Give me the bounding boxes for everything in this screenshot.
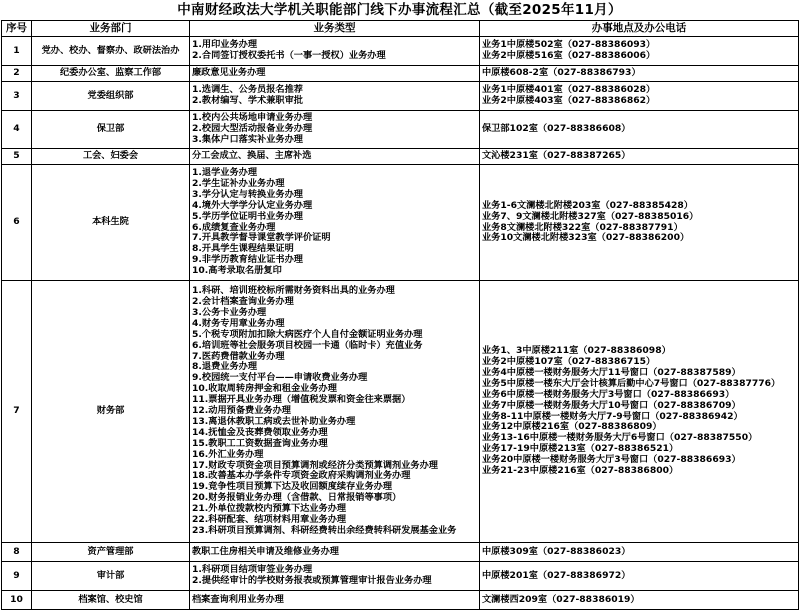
row-index: 7: [2, 281, 32, 543]
row-department: 党办、校办、督察办、政研法治办: [32, 37, 190, 66]
office-item: 业务2中原楼107室（027-88386715）: [482, 355, 656, 367]
page-title: 中南财经政法大学机关职能部门线下办事流程汇总（截至2025年11月）: [177, 2, 622, 18]
business-item: 15.教职工工资数据查询业务办理: [192, 437, 328, 449]
header-office-phone: 办事地点及办公电话: [480, 21, 799, 37]
business-item: 5.学历学位证明书业务办理: [192, 210, 303, 222]
business-item: 3.集体户口落实补业务办理: [192, 133, 303, 145]
row-business-types: [190, 562, 480, 591]
header-index: 序号: [2, 21, 32, 37]
business-item: 2.会计档案查询业务办理: [192, 295, 294, 307]
business-item: 3.公务卡业务办理: [192, 306, 267, 318]
office-item: 文澜楼西209室（027-88386019）: [482, 593, 640, 605]
row-department: 工会、妇委会: [32, 149, 190, 165]
header-row: [2, 21, 799, 37]
row-office-info: [480, 281, 799, 543]
office-item: 中原楼608-2室（027-88386793）: [482, 67, 641, 79]
business-item: 1.用印业务办理: [192, 39, 258, 51]
row-office-info: [480, 149, 799, 165]
table-row: [2, 281, 799, 543]
office-item: 业务8-11中原楼一楼财务大厅7-9号窗口（027-88386942）: [482, 410, 743, 422]
row-department: 保卫部: [32, 111, 190, 149]
process-table: [1, 20, 799, 610]
business-item: 21.外单位拨款校内预算下达业务办理: [192, 503, 347, 515]
office-item: 业务21-23中原楼216室（027-88386800）: [482, 465, 679, 477]
row-index: 3: [2, 82, 32, 111]
business-item: 廉政意见业务办理: [192, 67, 266, 79]
office-item: 业务7中原楼一楼财务服务大厅10号窗口（027-88386709）: [482, 399, 741, 411]
office-item: 业务13-16中原楼一楼财务服务大厅6号窗口（027-88387550）: [482, 432, 758, 444]
row-business-types: [190, 281, 480, 543]
row-business-types: [190, 543, 480, 562]
table-row: [2, 111, 799, 149]
business-item: 10.收取周转房押金和租金业务办理: [192, 383, 337, 395]
row-office-info: [480, 82, 799, 111]
row-office-info: [480, 165, 799, 281]
business-item: 2.校园大型活动报备业务办理: [192, 123, 313, 135]
row-index: 4: [2, 111, 32, 149]
business-item: 12.动用预备费业务办理: [192, 405, 291, 417]
business-item: 1.校内公共场地申请业务办理: [192, 112, 313, 124]
row-department: 审计部: [32, 562, 190, 591]
business-item: 分工会成立、换届、主席补选: [192, 150, 312, 162]
office-item: 业务1中原楼401室（027-88386028）: [482, 84, 656, 96]
business-item: 22.科研配套、结项材料用章业务办理: [192, 514, 347, 526]
business-item: 8.开具学生课程结果证明: [192, 243, 294, 255]
business-item: 4.境外大学学分认定业务办理: [192, 199, 313, 211]
business-item: 11.票据开具业务办理（增值税发票和资金往来票据）: [192, 394, 411, 406]
row-department: 本科生院: [32, 165, 190, 281]
row-department: 财务部: [32, 281, 190, 543]
office-item: 业务12中原楼216室（027-88386809）: [482, 421, 662, 433]
row-business-types: [190, 111, 480, 149]
row-office-info: [480, 111, 799, 149]
office-item: 中原楼309室（027-88386023）: [482, 545, 631, 557]
office-item: 业务1、3中原楼211室（027-88386098）: [482, 345, 671, 357]
row-office-info: [480, 37, 799, 66]
office-item: 业务6中原楼一楼财务服务大厅3号窗口（027-88386693）: [482, 388, 735, 400]
business-item: 5.个税专项附加扣除大病医疗个人自付金额证明业务办理: [192, 328, 423, 340]
row-business-types: [190, 66, 480, 82]
office-item: 业务5中原楼一楼东大厅会计核算后勤中心7号窗口（027-88387776）: [482, 377, 781, 389]
row-index: 6: [2, 165, 32, 281]
row-index: 9: [2, 562, 32, 591]
office-item: 业务1中原楼502室（027-88386093）: [482, 39, 656, 51]
business-item: 14.抚恤金及丧葬费领取业务办理: [192, 426, 328, 438]
table-row: [2, 66, 799, 82]
business-item: 17.财政专项资金项目预算调剂或经济分类预算调剂业务办理: [192, 459, 438, 471]
office-item: 业务1-6文澜楼北附楼203室（027-88385428）: [482, 199, 693, 211]
table-row: [2, 543, 799, 562]
business-item: 23.科研项目预算调剂、科研经费转出余经费转科研发展基金业务: [192, 525, 457, 537]
business-item: 1.退学业务办理: [192, 166, 258, 178]
office-item: 业务10文澜楼北附楼323室（027-88386200）: [482, 232, 690, 244]
business-item: 2.提供经审计的学校财务报表或预算管理审计报告业务办理: [192, 575, 432, 586]
business-item: 6.培训班等社会服务项目校园一卡通（临时卡）充值业务: [192, 339, 423, 351]
business-item: 1.科研、培训班校标所需财务资料出具的业务办理: [192, 285, 395, 297]
business-item: 10.高考录取名册复印: [192, 265, 282, 277]
table-row: [2, 165, 799, 281]
business-item: 20.财务报销业务办理（含借款、日常报销等事项）: [192, 492, 402, 504]
table-row: [2, 562, 799, 591]
business-item: 教职工住房相关申请及维修业务办理: [192, 545, 339, 557]
row-department: 资产管理部: [32, 543, 190, 562]
business-item: 1.科研项目结项审签业务办理: [192, 564, 313, 576]
office-item: 业务2中原楼516室（027-88386006）: [482, 50, 656, 61]
business-item: 9.校园统一支付平台——申请收费业务办理: [192, 372, 368, 384]
row-index: 10: [2, 591, 32, 610]
office-item: 业务20中原楼一楼财务服务大厅3号窗口（027-88386693）: [482, 454, 741, 466]
office-item: 业务17-19中原楼213室（027-88386521）: [482, 443, 679, 455]
office-item: 保卫部102室（027-88386608）: [482, 123, 631, 135]
business-item: 4.财务专用章业务办理: [192, 317, 285, 329]
table-row: [2, 82, 799, 111]
office-item: 业务4中原楼一楼财务服务大厅11号窗口（027-88387589）: [482, 366, 741, 378]
header-department: 业务部门: [32, 21, 190, 37]
business-item: 18.改善基本办学条件专项资金政府采购调剂业务办理: [192, 470, 411, 482]
row-business-types: [190, 149, 480, 165]
row-business-types: [190, 165, 480, 281]
row-office-info: [480, 66, 799, 82]
business-item: 3.学分认定与转换业务办理: [192, 188, 303, 200]
table-row: [2, 37, 799, 66]
row-index: 8: [2, 543, 32, 562]
row-business-types: [190, 82, 480, 111]
business-item: 2.学生证补办业务办理: [192, 177, 285, 189]
row-office-info: [480, 562, 799, 591]
header-business-type: 业务类型: [190, 21, 480, 37]
office-item: 中原楼201室（027-88386972）: [482, 569, 631, 581]
office-item: 业务7、9文澜楼北附楼327室（027-88385016）: [482, 210, 699, 222]
office-item: 业务2中原楼403室（027-88386862）: [482, 95, 656, 106]
business-item: 7.开具教学督导课堂教学评价证明: [192, 232, 331, 244]
business-item: 6.成绩复查业务办理: [192, 221, 276, 233]
business-item: 7.医药费借款业务办理: [192, 350, 285, 362]
business-item: 9.非学历教育结业证书办理: [192, 254, 303, 266]
row-index: 1: [2, 37, 32, 66]
business-item: 19.竞争性项目预算下达及收回额度续存业务办理: [192, 481, 393, 493]
row-index: 5: [2, 149, 32, 165]
table-row: [2, 149, 799, 165]
row-department: 党委组织部: [32, 82, 190, 111]
row-index: 2: [2, 66, 32, 82]
business-item: 13.离退休教职工病或去世补助业务办理: [192, 415, 356, 427]
business-item: 2.合同签订授权委托书（一事一授权）业务办理: [192, 50, 386, 61]
office-item: 业务8文澜楼北附楼322室（027-88387791）: [482, 221, 683, 233]
row-office-info: [480, 543, 799, 562]
row-business-types: [190, 37, 480, 66]
business-item: 1.选调生、公务员报名推荐: [192, 84, 303, 96]
business-item: 16.外汇业务办理: [192, 448, 264, 460]
business-item: 8.退费业务办理: [192, 361, 258, 373]
row-department: 档案馆、校史馆: [32, 591, 190, 610]
business-item: 档案查询利用业务办理: [192, 593, 284, 605]
office-item: 文沁楼231室（027-88387265）: [482, 150, 631, 162]
business-item: 2.教材编写、学术兼职审批: [192, 95, 303, 106]
row-department: 纪委办公室、监察工作部: [32, 66, 190, 82]
